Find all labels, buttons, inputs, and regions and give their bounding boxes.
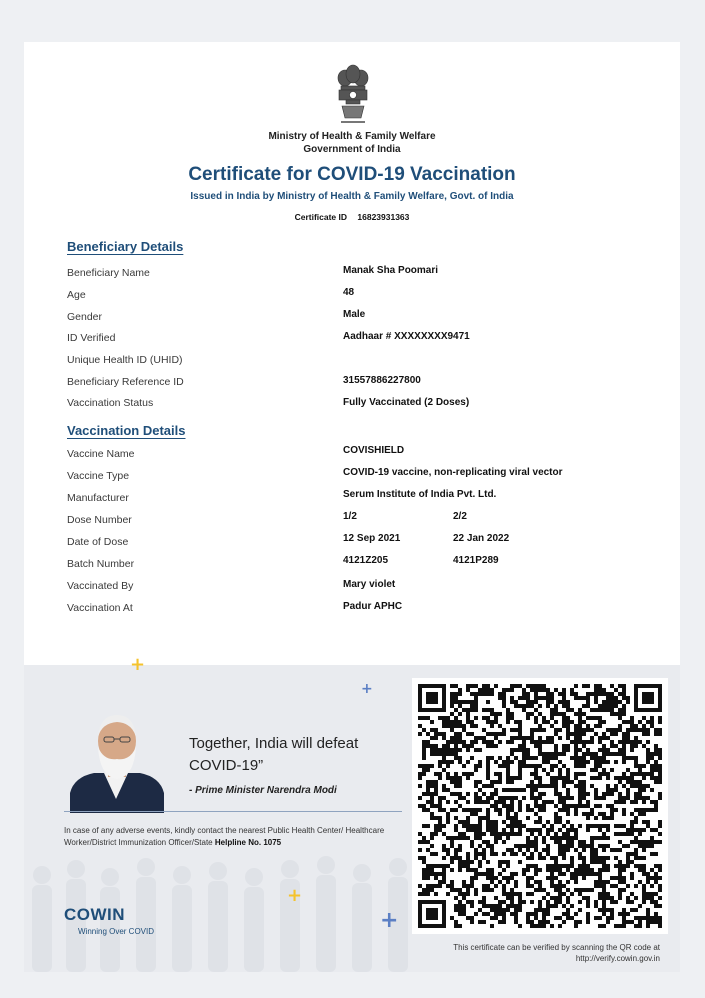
verification-note: [420, 943, 660, 964]
vaccination-label: Dose Number: [67, 514, 132, 526]
beneficiary-value: Male: [343, 309, 366, 320]
vaccination-value: COVISHIELD: [343, 445, 405, 456]
qr-code-icon: [418, 684, 662, 928]
beneficiary-label: Unique Health ID (UHID): [67, 354, 183, 366]
vaccination-label: Vaccine Name: [67, 448, 135, 460]
beneficiary-label: Age: [67, 289, 86, 301]
verification-qr-code[interactable]: [412, 678, 668, 934]
helpline-number: Helpline No. 1075: [214, 837, 282, 847]
plus-decoration-icon: +: [287, 885, 303, 906]
beneficiary-label: Beneficiary Reference ID: [67, 376, 184, 388]
vaccination-value: Padur APHC: [343, 601, 403, 612]
certificate-id-value: 16823931363: [357, 212, 410, 222]
certificate-id-label: Certificate ID: [294, 212, 348, 222]
beneficiary-label: ID Verified: [67, 332, 116, 344]
dose2-value: 2/2: [453, 511, 467, 522]
beneficiary-label: Beneficiary Name: [67, 267, 150, 279]
vaccination-label: Batch Number: [67, 558, 135, 570]
vaccination-details-heading: Vaccination Details: [67, 423, 186, 438]
vaccination-label: Vaccinated By: [67, 580, 134, 592]
vaccination-value: Serum Institute of India Pvt. Ltd.: [343, 489, 497, 500]
dose2-value: 4121P289: [453, 555, 499, 566]
beneficiary-value: Manak Sha Poomari: [343, 265, 439, 276]
ministry-name: Ministry of Health & Family Welfare: [268, 131, 436, 142]
national-emblem-icon: [332, 64, 374, 128]
beneficiary-value: 48: [343, 287, 355, 298]
pm-quote: Together, India will defeat COVID-19”: [189, 735, 359, 774]
vaccination-value: Mary violet: [343, 579, 396, 590]
beneficiary-value: 31557886227800: [343, 375, 421, 386]
plus-decoration-icon: +: [380, 908, 399, 933]
certificate-id-line: [24, 212, 680, 222]
vaccination-value: COVID-19 vaccine, non-replicating viral vector: [343, 467, 563, 478]
vaccination-label: Vaccine Type: [67, 470, 130, 482]
vaccination-label: Date of Dose: [67, 536, 129, 548]
beneficiary-value: Fully Vaccinated (2 Doses): [343, 397, 470, 408]
prime-minister-portrait: [64, 707, 168, 813]
beneficiary-details-heading: Beneficiary Details: [67, 239, 184, 254]
certificate-title: Certificate for COVID-19 Vaccination: [188, 164, 516, 185]
pm-quote-attribution: - Prime Minister Narendra Modi: [189, 785, 337, 796]
verification-text: This certificate can be verified by scanning the QR code at: [453, 943, 660, 952]
beneficiary-value: Aadhaar # XXXXXXXX9471: [343, 331, 470, 342]
dose1-value: 1/2: [343, 511, 357, 522]
beneficiary-label: Gender: [67, 311, 103, 323]
dose1-value: 12 Sep 2021: [343, 533, 401, 544]
certificate-footer: [24, 654, 680, 972]
adverse-events-advice: In case of any adverse events, kindly contact the nearest Public Health Center/ Healthcare Worker/District Immunization Officer/State Helpline No. 1075: [64, 826, 385, 847]
plus-decoration-icon: +: [361, 681, 373, 697]
cowin-tagline: Winning Over COVID: [78, 927, 155, 936]
dose1-value: 4121Z205: [343, 555, 389, 566]
dose2-value: 22 Jan 2022: [453, 533, 510, 544]
certificate-sheet: [24, 42, 680, 972]
beneficiary-label: Vaccination Status: [67, 397, 154, 409]
verification-url-link[interactable]: http://verify.cowin.gov.in: [575, 953, 660, 963]
government-name: Government of India: [303, 144, 401, 155]
footer-divider: [64, 811, 402, 812]
issued-by: Issued in India by Ministry of Health & Family Welfare, Govt. of India: [190, 191, 514, 202]
vaccination-label: Manufacturer: [67, 492, 129, 504]
plus-decoration-icon: +: [130, 654, 146, 675]
vaccination-label: Vaccination At: [67, 602, 133, 614]
cowin-logo: COWIN: [64, 905, 126, 924]
